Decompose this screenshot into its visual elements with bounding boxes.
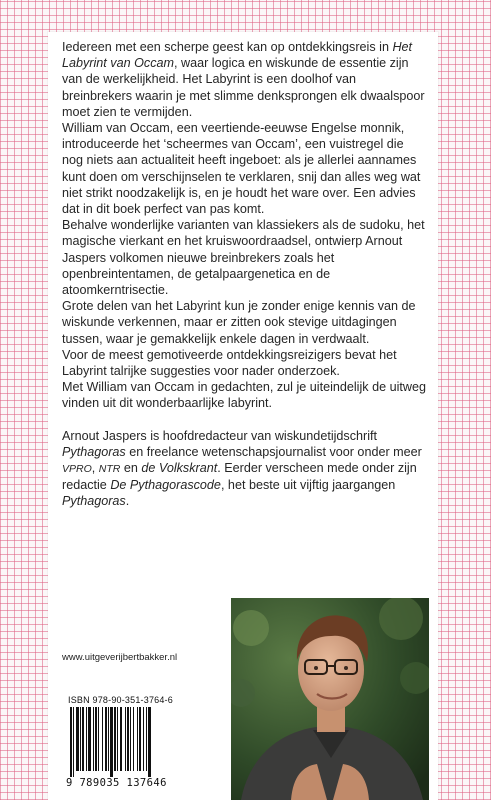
barcode-bar: [110, 707, 113, 777]
ean-digits: 9 789035 137646: [66, 777, 167, 789]
isbn-barcode: [64, 695, 182, 795]
text-run: , het beste uit vijftig jaargangen: [220, 478, 396, 493]
text-run: . Eerder verscheen mede onder zijn redactie: [62, 461, 417, 493]
barcode-bar: [117, 707, 118, 771]
barcode-bar: [133, 707, 134, 771]
barcode-bars: [66, 707, 180, 777]
barcode-bar: [143, 707, 144, 771]
text-run: .: [125, 494, 130, 509]
barcode-bar: [120, 707, 122, 771]
text-run: Voor de meest gemotiveerde ontdekkingsreizigers bevat het Labyrint talrijke suggesties voor nader onderzoek.: [62, 347, 397, 379]
barcode-bar: [105, 707, 107, 771]
isbn-label: ISBN 978-90-351-3764-6: [68, 695, 173, 705]
barcode-bar: [95, 707, 97, 771]
author-photo: [231, 598, 429, 800]
barcode-bar: [108, 707, 109, 771]
barcode-bar: [86, 707, 87, 771]
italic-text: Het Labyrint van Occam: [62, 40, 413, 71]
barcode-bar: [70, 707, 72, 777]
text-run: Arnout Jaspers is hoofdredacteur van wiskundetijdschrift: [62, 428, 378, 443]
italic-text: De Pythagorascode: [110, 478, 221, 493]
barcode-bar: [127, 707, 129, 771]
barcode-bar: [80, 707, 81, 771]
publisher-website: www.uitgeverijbertbakker.nl: [62, 652, 178, 663]
italic-text: VPRO: [62, 463, 92, 476]
italic-text: NTR: [98, 463, 121, 476]
blurb-paragraph: [62, 298, 426, 347]
italic-text: de Volkskrant: [141, 461, 218, 476]
text-run: ,: [91, 461, 99, 476]
blurb-paragraph: [62, 39, 426, 120]
text-run: , waar logica en wiskunde de essentie zijn van de werkelijkheid. Het Labyrint is een doolhof van breinbrekers waarin je met slimme denksprongen elk dwaalspoor moet zien te vermijden.: [62, 56, 425, 119]
text-run: Grote delen van het Labyrint kun je zonder enige kennis van de wiskunde verkennen, maar er zitten ook stevige uitdagingen tussen, waar je gemakkelijk enkele dagen in verdwaalt.: [62, 299, 416, 346]
barcode-bar: [73, 707, 74, 777]
blurb: [62, 39, 426, 412]
italic-text: Pythagoras: [62, 494, 126, 509]
text-run: William van Occam, een veertiende-eeuwse Engelse monnik, introduceerde het ‘scheermes van Occam’, een vuistregel die nog niets aan actualiteit heeft ingeboet: als je allerlei aannames kunt doen om verschijnselen te verklaren, snij dan alles weg wat niet strikt noodzakelijk is, en je houdt het ware over. Een advies dat in dit boek perfect van pas komt.: [62, 121, 421, 217]
author-bio: [62, 428, 426, 510]
barcode-bar: [125, 707, 126, 771]
text-run: Behalve wonderlijke varianten van klassiekers als de sudoku, het magische vierkant en het kruiswoordraadsel, ontwierp Arnout Jaspers volkomen nieuwe breinbrekers zoals het openbreintentamen, de getalpaargenetica en de atoomkerntrisectie.: [62, 218, 425, 298]
barcode-bar: [137, 707, 138, 771]
barcode-bar: [98, 707, 99, 771]
text-run: en freelance wetenschapsjournalist voor onder meer: [125, 444, 422, 459]
paragraph-gap: [62, 412, 426, 428]
barcode-bar: [146, 707, 147, 771]
barcode-bar: [88, 707, 91, 771]
blurb-paragraph: [62, 347, 426, 379]
barcode-bar: [114, 707, 116, 771]
text-run: Iedereen met een scherpe geest kan op ontdekkingsreis in: [62, 40, 393, 54]
author-portrait-graphic: [231, 598, 429, 800]
barcode-bar: [139, 707, 141, 771]
barcode-bar: [148, 707, 151, 777]
barcode-bar: [76, 707, 79, 771]
text-run: Met William van Occam in gedachten, zul je uiteindelijk de uitweg vinden uit dit wonderbaarlijke labyrint.: [62, 380, 426, 411]
barcode-bar: [82, 707, 84, 771]
blurb-paragraph: [62, 217, 426, 298]
cover-text: [62, 39, 426, 510]
text-run: en: [120, 461, 142, 476]
blurb-paragraph: [62, 379, 426, 411]
barcode-bar: [93, 707, 94, 771]
barcode-bar: [102, 707, 103, 771]
italic-text: Pythagoras: [62, 444, 126, 459]
barcode-bar: [130, 707, 131, 771]
blurb-paragraph: [62, 120, 426, 217]
